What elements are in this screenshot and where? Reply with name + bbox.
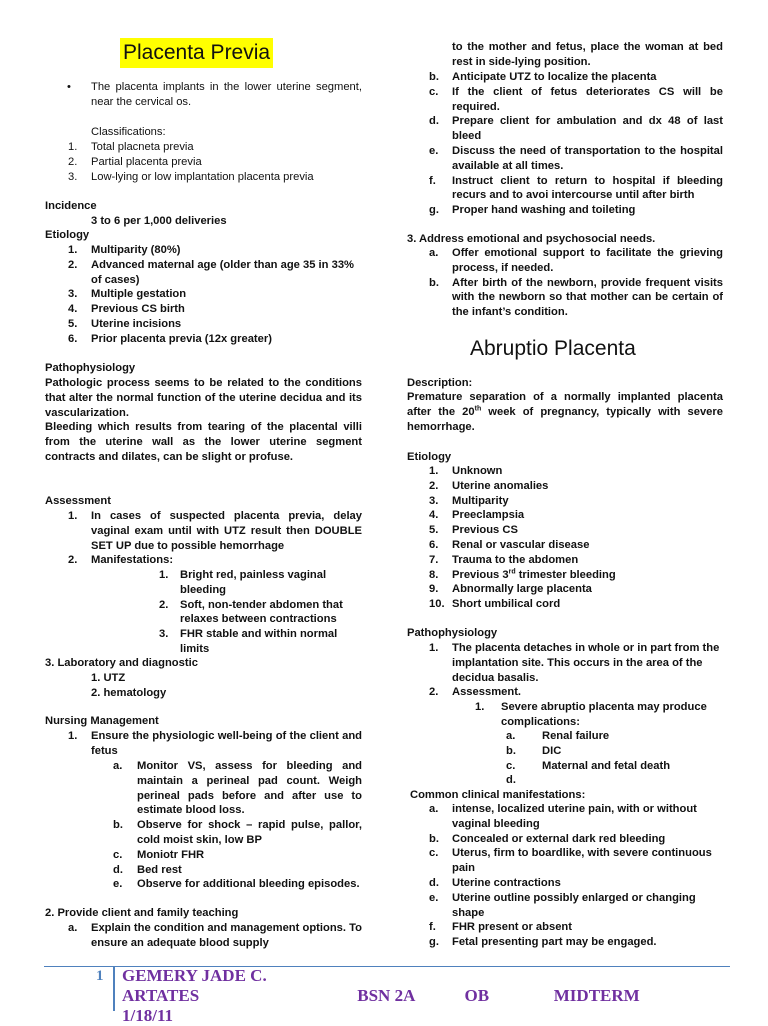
item-text: Multiparity (80%) <box>91 244 181 256</box>
item-text: Severe abruptio placenta may produce complications: <box>501 701 707 728</box>
classification-item <box>68 140 362 155</box>
abruptio-placenta-title: Abruptio Placenta <box>470 337 636 360</box>
item-text: Offer emotional support to facilitate the grieving process, if needed. <box>452 247 723 274</box>
complication-item <box>506 729 723 744</box>
abruptio-etiology-item <box>429 553 723 568</box>
item-text: Uterine outline possibly enlarged or changing shape <box>452 891 696 919</box>
item-number: b. <box>429 71 439 83</box>
teaching-item-a <box>68 921 362 951</box>
abruptio-patho-label: Pathophysiology <box>407 627 498 639</box>
item-text: Anticipate UTZ to localize the placenta <box>452 71 657 83</box>
common-manifestation-item <box>429 891 723 921</box>
item-text: If the client of fetus deteriorates CS will be required. <box>452 85 723 113</box>
classification-item <box>68 155 362 170</box>
teaching-sub-item <box>429 203 723 218</box>
item-text: Abnormally large placenta <box>452 583 592 596</box>
teaching-sub-list <box>429 70 723 218</box>
incidence-label: Incidence <box>45 200 97 212</box>
abruptio-etiology-item <box>429 464 723 479</box>
item-number: 8. <box>429 568 439 581</box>
item-text: Soft, non-tender abdomen that relaxes between contractions <box>180 598 343 626</box>
severe-item <box>475 700 723 730</box>
item-text: Multiparity <box>452 494 509 507</box>
item-text: Discuss the need of transportation to the hospital available at all times. <box>452 144 723 172</box>
incidence-value: 3 to 6 per 1,000 deliveries <box>91 215 227 227</box>
item-number: d. <box>429 115 439 128</box>
manifestation-item <box>159 568 362 598</box>
teaching-sub-item <box>429 85 723 115</box>
item-text: Maternal and fetal death <box>542 759 671 772</box>
lab-item-2: 2. hematology <box>91 687 167 699</box>
item-number: c. <box>113 848 123 861</box>
item-text: Bright red, painless vaginal bleeding <box>180 569 327 596</box>
item-number: 2. <box>68 155 78 168</box>
abruptio-etiology-item <box>429 508 723 523</box>
item-number: 3. <box>68 170 78 183</box>
item-number: 3. <box>429 494 439 507</box>
item-text: Fetal presenting part may be engaged. <box>452 936 657 949</box>
item-text: Prior placenta previa (12x greater) <box>91 332 272 345</box>
common-manifestation-item <box>429 935 723 950</box>
intro-item <box>68 80 362 110</box>
description-part-1: Premature separation of a normally implanted placenta after the 20 <box>407 391 723 418</box>
item-text: FHR present or absent <box>452 921 572 934</box>
teaching-sub-item <box>429 114 723 144</box>
abruptio-etiology-item <box>429 597 723 612</box>
item-number: 1. <box>68 510 78 522</box>
classifications-label: Classifications: <box>91 126 166 138</box>
item-number: b. <box>113 819 123 832</box>
item-number: 3. <box>68 288 78 301</box>
item-number: 2. <box>159 598 169 611</box>
item-text: Assessment. <box>452 686 522 698</box>
item-text: Trauma to the abdomen <box>452 553 579 566</box>
item-number: 4. <box>429 509 439 522</box>
description-superscript: th <box>474 405 482 413</box>
nursing-label: Nursing Management <box>45 715 159 727</box>
nursing-sub-item <box>113 759 362 818</box>
item-number: 6. <box>429 538 439 551</box>
item-text: Total placneta previa <box>91 141 194 153</box>
item-text: Advanced maternal age (older than age 35 in 33% of cases) <box>91 258 354 286</box>
abruptio-etiology-item <box>429 582 723 597</box>
item-text: Uterine contractions <box>452 876 561 889</box>
item-number: c. <box>429 85 439 98</box>
placenta-previa-title: Placenta Previa <box>120 38 273 68</box>
complication-item <box>506 759 723 774</box>
item-text: Monitor VS, assess for bleeding and maintain a perineal pad count. Weigh perineal pads before and after use to estimate blood loss. <box>137 760 362 817</box>
item-text: Previous 3rd trimester bleeding <box>452 567 616 581</box>
etiology-item <box>68 332 362 347</box>
item-number: b. <box>429 276 439 289</box>
footer-subject: OB <box>464 986 490 1005</box>
nursing-item-1 <box>68 729 362 759</box>
teaching-label: 2. Provide client and family teaching <box>45 907 239 919</box>
item-text: Partial placenta previa <box>91 155 202 168</box>
manifestations-list <box>159 568 362 657</box>
item-text: Ensure the physiologic well-being of the client and fetus <box>91 730 362 757</box>
nursing-sub-item <box>113 848 362 863</box>
assessment-label: Assessment <box>45 495 111 507</box>
abruptio-etiology-item <box>429 538 723 553</box>
footer-vertical-bar <box>113 966 115 1011</box>
lab-label: 3. Laboratory and diagnostic <box>45 657 198 669</box>
item-number: 9. <box>429 583 439 596</box>
teaching-sub-item <box>429 174 723 204</box>
item-number: 10. <box>429 598 445 611</box>
item-number: 1. <box>475 701 485 713</box>
nursing-sub-item <box>113 863 362 878</box>
item-text: Unknown <box>452 465 503 477</box>
complications-list <box>506 729 723 788</box>
item-text: Renal failure <box>542 730 610 742</box>
item-number: 5. <box>429 524 439 537</box>
common-manifestation-item <box>429 846 723 876</box>
common-manifestations-label: Common clinical manifestations: <box>410 789 586 801</box>
abruptio-etiology-list <box>429 464 723 612</box>
footer-name: GEMERY JADE C. ARTATES <box>122 966 267 1005</box>
lab-item-1: 1. UTZ <box>91 672 126 684</box>
item-text: Prepare client for ambulation and dx 48 of last bleed <box>452 115 723 143</box>
item-text: Concealed or external dark red bleeding <box>452 832 666 845</box>
footer-exam: MIDTERM <box>553 986 640 1005</box>
emotional-item <box>429 276 723 320</box>
etiology-item <box>68 302 362 317</box>
item-number: 1. <box>429 465 439 477</box>
common-manifestation-item <box>429 832 723 847</box>
pathophysiology-label: Pathophysiology <box>45 362 136 374</box>
complication-item <box>506 744 723 759</box>
bullet-glyph: • <box>67 81 71 93</box>
etiology-list <box>68 243 362 347</box>
item-number: c. <box>506 759 516 772</box>
item-number: 1. <box>68 244 78 256</box>
assessment-item-2 <box>68 553 362 568</box>
item-number: e. <box>429 891 439 904</box>
abruptio-etiology-item <box>429 479 723 494</box>
etiology-item <box>68 258 362 288</box>
abruptio-etiology-label: Etiology <box>407 451 452 463</box>
description-text <box>407 390 723 434</box>
teaching-sub-item <box>429 70 723 85</box>
item-text: Proper hand washing and toileting <box>452 204 636 217</box>
item-number: d. <box>429 876 439 889</box>
item-number: 7. <box>429 553 439 566</box>
pathophysiology-paragraph-1: Pathologic process seems to be related to the conditions that alter the normal function of the uterine decidua and its vascularization. <box>45 377 362 419</box>
item-text: The placenta detaches in whole or in part from the implantation site. This occurs in the area of the decidua basalis. <box>452 642 720 684</box>
item-number: f. <box>429 174 436 187</box>
footer-course: BSN 2A <box>357 986 416 1005</box>
item-text: Manifestations: <box>91 554 174 566</box>
common-manifestation-item <box>429 802 723 832</box>
manifestation-item <box>159 598 362 628</box>
item-number: e. <box>429 144 439 157</box>
item-text: Previous CS <box>452 524 518 537</box>
item-text: Bed rest <box>137 863 182 876</box>
item-text: DIC <box>542 744 562 757</box>
item-text: Explain the condition and management options. To ensure an adequate blood supply <box>91 922 362 949</box>
item-text: Short umbilical cord <box>452 598 561 611</box>
common-manifestations-list <box>429 802 723 950</box>
pathophysiology-paragraph-2: Bleeding which results from tearing of the placental villi from the uterine wall as the lower uterine segment contracts and dilates, can be slight or profuse. <box>45 421 362 463</box>
assessment-item-1 <box>68 509 362 553</box>
item-number: 1. <box>429 642 439 654</box>
abruptio-etiology-item <box>429 494 723 509</box>
nursing-sub-item <box>113 877 362 892</box>
item-number: 1. <box>159 569 169 581</box>
item-text: Observe for shock – rapid pulse, pallor, cold moist skin, low BP <box>137 819 362 846</box>
item-number: b. <box>429 832 439 845</box>
nursing-sub-list <box>113 759 362 892</box>
item-number: d. <box>506 774 516 787</box>
item-text: Previous CS birth <box>91 303 185 316</box>
item-text: Low-lying or low implantation placenta previa <box>91 170 314 183</box>
item-number: g. <box>429 936 439 949</box>
item-number: 2. <box>429 686 439 698</box>
item-number: 5. <box>68 317 78 330</box>
item-text: intense, localized uterine pain, with or without vaginal bleeding <box>452 803 697 830</box>
description-label: Description: <box>407 377 473 389</box>
ordinal-superscript: rd <box>508 567 516 575</box>
emotional-label: 3. Address emotional and psychosocial needs. <box>407 233 656 245</box>
etiology-item <box>68 287 362 302</box>
etiology-item <box>68 243 362 258</box>
item-number: 4. <box>68 303 78 316</box>
intro-text: The placenta implants in the lower uterine segment, near the cervical os. <box>91 81 362 108</box>
item-text: Observe for additional bleeding episodes. <box>137 878 360 891</box>
item-text: After birth of the newborn, provide frequent visits with the newborn so that mother can be certain of the infant’s condition. <box>452 276 723 319</box>
item-text: Uterus, firm to boardlike, with severe continuous pain <box>452 847 712 875</box>
item-text: Renal or vascular disease <box>452 538 590 551</box>
footer-date: 1/18/11 <box>122 1006 174 1025</box>
item-text: Instruct client to return to hospital if bleeding recurs and to avoi intercourse until after birth <box>452 174 723 202</box>
item-text: FHR stable and within normal limits <box>180 628 338 655</box>
nursing-sub-item <box>113 818 362 848</box>
item-text: Multiple gestation <box>91 288 187 301</box>
item-text: Moniotr FHR <box>137 848 205 861</box>
item-number: d. <box>113 863 123 876</box>
etiology-item <box>68 317 362 332</box>
item-text: Preeclampsia <box>452 509 525 522</box>
emotional-list <box>429 246 723 320</box>
teaching-sub-item <box>429 144 723 174</box>
item-text: In cases of suspected placenta previa, delay vaginal exam until with UTZ result then DOUBLE SET UP due to possible hemorrhage <box>91 510 362 552</box>
item-number: g. <box>429 204 439 217</box>
etiology-label: Etiology <box>45 229 90 241</box>
item-number: 2. <box>68 554 78 566</box>
item-number: 6. <box>68 332 78 345</box>
abruptio-etiology-item <box>429 568 723 583</box>
item-number: f. <box>429 921 436 934</box>
classification-item <box>68 170 362 185</box>
item-number: a. <box>429 803 439 815</box>
item-number: b. <box>506 744 516 757</box>
common-manifestation-item <box>429 876 723 891</box>
classifications-list <box>68 140 362 184</box>
abruptio-etiology-item <box>429 523 723 538</box>
item-number: a. <box>429 247 439 259</box>
item-number: 3. <box>159 628 169 641</box>
item-text <box>542 773 723 788</box>
abruptio-patho-item-2 <box>429 685 723 700</box>
item-number: 1. <box>68 730 78 742</box>
complication-item <box>506 773 723 788</box>
manifestation-item <box>159 627 362 657</box>
item-number: 2. <box>68 258 78 271</box>
item-text: Uterine incisions <box>91 317 182 330</box>
item-text: Uterine anomalies <box>452 479 549 492</box>
item-number: a. <box>506 730 516 742</box>
page-number: 1 <box>96 968 104 984</box>
footer-text <box>122 966 722 1026</box>
teaching-item-a-continued: to the mother and fetus, place the woman at bed rest in side-lying position. <box>452 41 723 68</box>
item-number: 1. <box>68 141 78 153</box>
emotional-item <box>429 246 723 276</box>
abruptio-patho-item-1 <box>429 641 723 685</box>
item-number: c. <box>429 847 439 860</box>
description-part-2: week of pregnancy, typically with severe hemorrhage. <box>407 405 723 433</box>
item-number: 2. <box>429 479 439 492</box>
item-number: a. <box>113 760 123 772</box>
item-number: e. <box>113 878 123 891</box>
common-manifestation-item <box>429 920 723 935</box>
item-letter: a. <box>68 922 78 934</box>
